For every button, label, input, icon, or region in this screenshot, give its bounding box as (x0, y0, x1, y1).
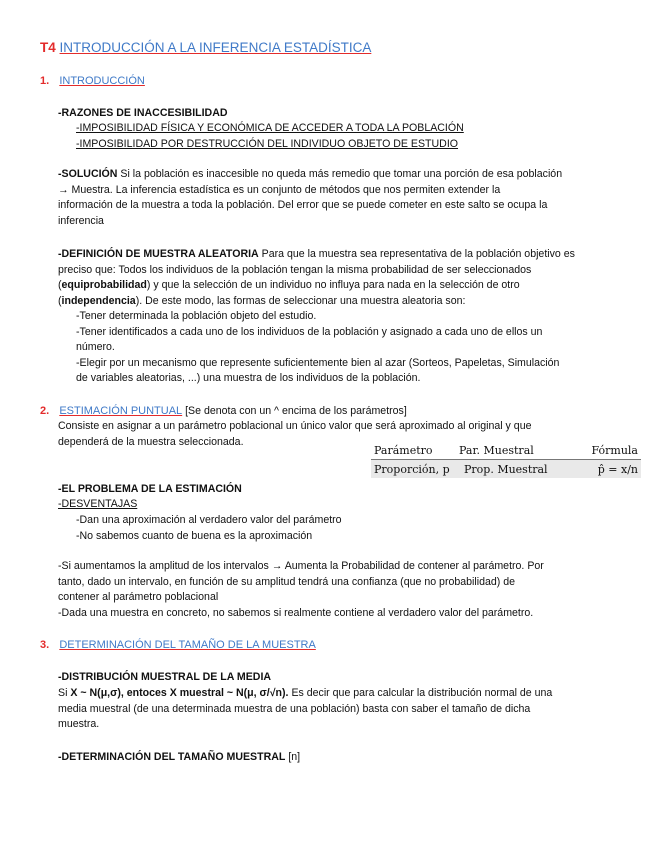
table-header-par-muestral: Par. Muestral (459, 444, 534, 457)
distribucion-line-2: media muestral (de una determinada muestra de una población) basta con saber el tamaño de dicha (58, 702, 531, 715)
amplitud-paragraph (58, 559, 544, 621)
definicion-label: -DEFINICIÓN DE MUESTRA ALEATORIA (58, 248, 259, 260)
definicion-line-2: preciso que: Todos los individuos de la población tengan la misma probabilidad de ser seleccionados (58, 263, 532, 276)
estimacion-line-2: dependerá de la muestra seleccionada. (58, 435, 244, 448)
razon-item-1: -IMPOSIBILIDAD FÍSICA Y ECONÓMICA DE ACCEDER A TODA LA POBLACIÓN (76, 122, 464, 134)
solucion-line-2: → Muestra. La inferencia estadística es un conjunto de métodos que nos permiten extender la (58, 183, 501, 196)
document-title (40, 39, 371, 57)
formula-prefix: Si (58, 687, 71, 699)
desventajas-heading: -DESVENTAJAS (58, 498, 138, 510)
desventaja-item-1: -Dan una aproximación al verdadero valor del parámetro (76, 514, 342, 526)
razones-heading: -RAZONES DE INACCESIBILIDAD (58, 107, 228, 119)
distribution-formula: X ~ N(μ,σ), entoces X muestral ~ N(μ, σ/√n). (70, 687, 289, 699)
method-item-1: -Tener determinada la población objeto del estudio. (76, 310, 317, 322)
amplitud-line-4: -Dada una muestra en concreto, no sabemos si realmente contiene al verdadero valor del parámetro. (58, 606, 534, 619)
solucion-label: -SOLUCIÓN (58, 168, 118, 180)
method-item-2-cont: número. (76, 341, 115, 354)
method-item-3: -Elegir por un mecanismo que represente suficientemente bien al azar (Sorteos, Papeletas, Simulación (76, 356, 560, 369)
tamano-heading: -DETERMINACIÓN DEL TAMAÑO MUESTRAL (58, 751, 286, 763)
section-3-title: DETERMINACIÓN DEL TAMAÑO DE LA MUESTRA (59, 639, 316, 651)
problema-heading: -EL PROBLEMA DE LA ESTIMACIÓN (58, 483, 242, 495)
definicion-line-4: ). De este modo, las formas de seleccionar una muestra aleatoria son: (135, 294, 466, 307)
table-header-parametro: Parámetro (374, 444, 433, 457)
amplitud-line-2: tanto, dado un intervalo, en función de su amplitud tendrá una confianza (que no probabilidad) de (58, 575, 516, 588)
solucion-line-1: Si la población es inaccesible no queda más remedio que tomar una porción de esa población (117, 168, 563, 180)
distribucion-line-3: muestra. (58, 718, 100, 731)
table-cell-par-muestral: Prop. Muestral (464, 463, 548, 476)
section-2-note: [Se denota con un ^ encima de los parámetros] (182, 405, 407, 417)
seleccion-methods (76, 309, 559, 387)
formula-suffix: Es decir que para calcular la distribución normal de una (288, 687, 553, 699)
independencia-term: independencia (61, 294, 136, 307)
paren-open: ( (58, 279, 62, 292)
tamano-n: [n] (285, 751, 301, 763)
solucion-line-3: información de la muestra a toda la población. Del error que se puede cometer en este salto se ocupa la (58, 199, 548, 212)
table-row (371, 460, 641, 478)
definicion-line-1: Para que la muestra sea representativa de la población objetivo es (258, 248, 575, 260)
table-cell-formula: p̂ = x/n (597, 463, 638, 476)
section-1-heading (40, 73, 145, 89)
table-header-formula: Fórmula (591, 444, 638, 457)
razon-item-2: -IMPOSIBILIDAD POR DESTRUCCIÓN DEL INDIVIDUO OBJETO DE ESTUDIO (76, 138, 459, 150)
equiprobabilidad-term: equiprobabilidad (61, 279, 147, 292)
estimacion-line-1: Consiste en asignar a un parámetro poblacional un único valor que será aproximado al original y que (58, 420, 532, 432)
title-number: T4 (40, 40, 56, 55)
title-text: INTRODUCCIÓN A LA INFERENCIA ESTADÍSTICA (59, 40, 372, 55)
solucion-paragraph (58, 167, 562, 229)
section-2-heading (40, 403, 407, 419)
section-2-number: 2. (40, 405, 50, 417)
section-3-heading (40, 637, 316, 653)
distribucion-heading: -DISTRIBUCIÓN MUESTRAL DE LA MEDIA (58, 671, 272, 683)
section-1-title: INTRODUCCIÓN (59, 75, 145, 87)
amplitud-line-3: contener al parámetro poblacional (58, 591, 219, 604)
method-item-3-cont: de variables aleatorias, ...) una muestra de los individuos de la población. (76, 372, 421, 385)
desventaja-item-2: -No sabemos cuanto de buena es la aproximación (76, 529, 313, 542)
section-1-number: 1. (40, 75, 50, 87)
amplitud-line-1: -Si aumentamos la amplitud de los intervalos → Aumenta la Probabilidad de contener al parámetro. Por (58, 560, 544, 572)
table-cell-parametro: Proporción, p (374, 463, 450, 476)
solucion-line-4: inferencia (58, 214, 104, 227)
distribucion-paragraph (58, 686, 552, 733)
parameter-table (371, 441, 641, 478)
section-3-number: 3. (40, 639, 50, 651)
section-2-title: ESTIMACIÓN PUNTUAL (59, 405, 183, 417)
definicion-paragraph (58, 247, 575, 309)
paren-open: ( (58, 294, 62, 307)
definicion-line-3: ) y que la selección de un individuo no influya para nada en la selección de otro (146, 279, 520, 292)
table-header-row (371, 441, 641, 460)
method-item-2: -Tener identificados a cada uno de los individuos de la población y asignado a cada uno de ellos un (76, 325, 543, 338)
